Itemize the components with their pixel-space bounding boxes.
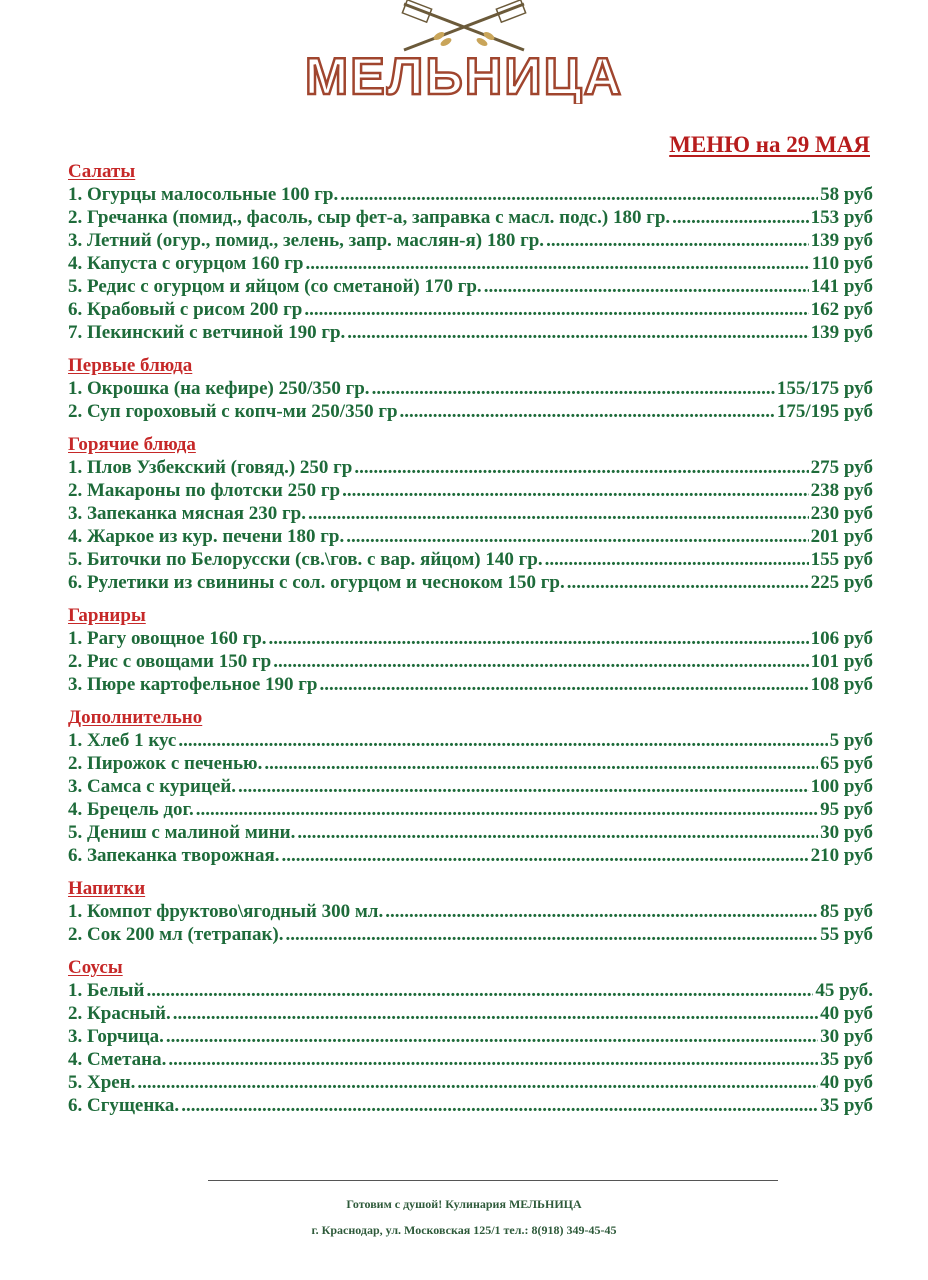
item-name: 5. Хрен. bbox=[68, 1072, 136, 1093]
item-price: 110 руб bbox=[811, 253, 873, 274]
footer-divider bbox=[208, 1180, 778, 1181]
item-price: 225 руб bbox=[810, 572, 873, 593]
menu-item bbox=[68, 571, 873, 594]
dot-leader bbox=[346, 525, 808, 548]
section-title: Первые блюда bbox=[68, 355, 193, 376]
item-name: 1. Рагу овощное 160 гр. bbox=[68, 628, 267, 649]
item-name: 5. Редис с огурцом и яйцом (со сметаной) 170 гр. bbox=[68, 276, 482, 297]
item-name: 7. Пекинский с ветчиной 190 гр. bbox=[68, 322, 346, 343]
dot-leader bbox=[319, 673, 808, 696]
menu-item bbox=[68, 673, 873, 696]
item-name: 1. Хлеб 1 кус bbox=[68, 730, 177, 751]
item-price: 238 руб bbox=[810, 480, 873, 501]
item-price: 95 руб bbox=[820, 799, 873, 820]
windmill-logo-icon bbox=[284, 0, 644, 104]
menu-item bbox=[68, 206, 873, 229]
menu-item bbox=[68, 479, 873, 502]
item-price: 35 руб bbox=[820, 1095, 873, 1116]
dot-leader bbox=[146, 979, 813, 1002]
item-name: 1. Плов Узбекский (говяд.) 250 гр bbox=[68, 457, 353, 478]
menu-item bbox=[68, 377, 873, 400]
dot-leader bbox=[166, 1025, 818, 1048]
menu-item bbox=[68, 1025, 873, 1048]
dot-leader bbox=[347, 321, 808, 344]
menu-item bbox=[68, 321, 873, 344]
menu-item bbox=[68, 979, 873, 1002]
item-name: 2. Пирожок с печенью. bbox=[68, 753, 263, 774]
item-price: 30 руб bbox=[820, 1026, 873, 1047]
dot-leader bbox=[181, 1094, 818, 1117]
menu-item bbox=[68, 183, 873, 206]
item-name: 3. Запеканка мясная 230 гр. bbox=[68, 503, 307, 524]
section-title: Гарниры bbox=[68, 605, 146, 626]
item-price: 162 руб bbox=[810, 299, 873, 320]
item-name: 3. Пюре картофельное 190 гр bbox=[68, 674, 318, 695]
dot-leader bbox=[304, 298, 808, 321]
item-price: 175/195 руб bbox=[776, 401, 873, 422]
dot-leader bbox=[400, 400, 775, 423]
dot-leader bbox=[342, 479, 809, 502]
dot-leader bbox=[545, 548, 809, 571]
dot-leader bbox=[282, 844, 809, 867]
menu-item bbox=[68, 1094, 873, 1117]
menu-item bbox=[68, 1071, 873, 1094]
dot-leader bbox=[269, 627, 809, 650]
item-name: 5. Биточки по Белорусски (св.\гов. с вар. яйцом) 140 гр. bbox=[68, 549, 543, 570]
item-name: 4. Брецель дог. bbox=[68, 799, 194, 820]
item-name: 2. Рис с овощами 150 гр bbox=[68, 651, 272, 672]
item-price: 139 руб bbox=[810, 322, 873, 343]
dot-leader bbox=[567, 571, 809, 594]
item-name: 1. Белый bbox=[68, 980, 145, 1001]
item-price: 108 руб bbox=[810, 674, 873, 695]
dot-leader bbox=[484, 275, 809, 298]
item-name: 1. Окрошка (на кефире) 250/350 гр. bbox=[68, 378, 370, 399]
item-price: 58 руб bbox=[820, 184, 873, 205]
dot-leader bbox=[306, 252, 810, 275]
item-price: 40 руб bbox=[820, 1072, 873, 1093]
menu-item bbox=[68, 502, 873, 525]
item-price: 65 руб bbox=[820, 753, 873, 774]
item-name: 3. Летний (огур., помид., зелень, запр. маслян-я) 180 гр. bbox=[68, 230, 545, 251]
item-price: 101 руб bbox=[810, 651, 873, 672]
item-name: 4. Жаркое из кур. печени 180 гр. bbox=[68, 526, 345, 547]
item-price: 40 руб bbox=[820, 1003, 873, 1024]
dot-leader bbox=[372, 377, 775, 400]
menu-item bbox=[68, 821, 873, 844]
section-title: Дополнительно bbox=[68, 707, 203, 728]
section-title: Соусы bbox=[68, 957, 123, 978]
menu-item bbox=[68, 548, 873, 571]
item-price: 35 руб bbox=[820, 1049, 873, 1070]
logo-text: МЕЛЬНИЦА bbox=[304, 48, 624, 104]
item-price: 141 руб bbox=[810, 276, 873, 297]
menu-item bbox=[68, 1002, 873, 1025]
item-price: 5 руб bbox=[829, 730, 873, 751]
menu-section bbox=[68, 706, 873, 867]
menu-item bbox=[68, 900, 873, 923]
item-price: 106 руб bbox=[810, 628, 873, 649]
item-price: 55 руб bbox=[820, 924, 873, 945]
dot-leader bbox=[238, 775, 809, 798]
section-title: Салаты bbox=[68, 161, 136, 182]
dot-leader bbox=[297, 821, 818, 844]
menu-section bbox=[68, 160, 873, 344]
footer-address: г. Краснодар, ул. Московская 125/1 тел.: 8(918) 349-45-45 bbox=[311, 1223, 617, 1237]
item-name: 3. Горчица. bbox=[68, 1026, 164, 1047]
menu-item bbox=[68, 298, 873, 321]
item-name: 3. Самса с курицей. bbox=[68, 776, 237, 797]
section-title: Горячие блюда bbox=[68, 434, 196, 455]
item-name: 1. Огурцы малосольные 100 гр. bbox=[68, 184, 339, 205]
item-name: 6. Запеканка творожная. bbox=[68, 845, 280, 866]
menu-item bbox=[68, 729, 873, 752]
item-price: 210 руб bbox=[810, 845, 873, 866]
menu-section bbox=[68, 604, 873, 696]
logo bbox=[0, 0, 928, 110]
dot-leader bbox=[308, 502, 809, 525]
menu-title: МЕНЮ на 29 МАЯ bbox=[669, 132, 870, 157]
menu-item bbox=[68, 525, 873, 548]
menu-section bbox=[68, 354, 873, 423]
dot-leader bbox=[168, 1048, 818, 1071]
menu-section bbox=[68, 877, 873, 946]
item-price: 153 руб bbox=[810, 207, 873, 228]
item-price: 139 руб bbox=[810, 230, 873, 251]
item-price: 155/175 руб bbox=[776, 378, 873, 399]
section-title: Напитки bbox=[68, 878, 146, 899]
item-name: 6. Рулетики из свинины с сол. огурцом и чесноком 150 гр. bbox=[68, 572, 565, 593]
dot-leader bbox=[546, 229, 809, 252]
menu-item bbox=[68, 229, 873, 252]
item-name: 4. Капуста с огурцом 160 гр bbox=[68, 253, 304, 274]
menu-item bbox=[68, 252, 873, 275]
item-name: 2. Макароны по флотски 250 гр bbox=[68, 480, 341, 501]
menu-item bbox=[68, 650, 873, 673]
menu-item bbox=[68, 456, 873, 479]
item-price: 201 руб bbox=[810, 526, 873, 547]
dot-leader bbox=[196, 798, 818, 821]
dot-leader bbox=[285, 923, 818, 946]
item-price: 155 руб bbox=[810, 549, 873, 570]
menu-item bbox=[68, 752, 873, 775]
item-price: 85 руб bbox=[820, 901, 873, 922]
item-name: 2. Гречанка (помид., фасоль, сыр фет-а, заправка с масл. подс.) 180 гр. bbox=[68, 207, 671, 228]
menu-item bbox=[68, 275, 873, 298]
item-price: 275 руб bbox=[810, 457, 873, 478]
menu-content bbox=[68, 160, 873, 1127]
item-name: 6. Сгущенка. bbox=[68, 1095, 180, 1116]
item-name: 2. Суп гороховый с копч-ми 250/350 гр bbox=[68, 401, 398, 422]
dot-leader bbox=[385, 900, 818, 923]
menu-item bbox=[68, 775, 873, 798]
item-name: 5. Дениш с малиной мини. bbox=[68, 822, 296, 843]
menu-item bbox=[68, 923, 873, 946]
item-price: 30 руб bbox=[820, 822, 873, 843]
menu-section bbox=[68, 433, 873, 594]
dot-leader bbox=[264, 752, 818, 775]
dot-leader bbox=[173, 1002, 818, 1025]
item-price: 45 руб. bbox=[815, 980, 873, 1001]
menu-item bbox=[68, 400, 873, 423]
dot-leader bbox=[354, 456, 808, 479]
dot-leader bbox=[273, 650, 808, 673]
dot-leader bbox=[340, 183, 818, 206]
item-name: 6. Крабовый с рисом 200 гр bbox=[68, 299, 303, 320]
item-name: 2. Сок 200 мл (тетрапак). bbox=[68, 924, 284, 945]
item-name: 4. Сметана. bbox=[68, 1049, 167, 1070]
item-name: 2. Красный. bbox=[68, 1003, 171, 1024]
dot-leader bbox=[672, 206, 809, 229]
footer-slogan: Готовим с душой! Кулинария МЕЛЬНИЦА bbox=[346, 1197, 582, 1211]
menu-section bbox=[68, 956, 873, 1117]
menu-item bbox=[68, 844, 873, 867]
menu-item bbox=[68, 798, 873, 821]
item-price: 230 руб bbox=[810, 503, 873, 524]
menu-item bbox=[68, 627, 873, 650]
dot-leader bbox=[178, 729, 827, 752]
menu-item bbox=[68, 1048, 873, 1071]
item-price: 100 руб bbox=[810, 776, 873, 797]
item-name: 1. Компот фруктово\ягодный 300 мл. bbox=[68, 901, 384, 922]
dot-leader bbox=[137, 1071, 818, 1094]
